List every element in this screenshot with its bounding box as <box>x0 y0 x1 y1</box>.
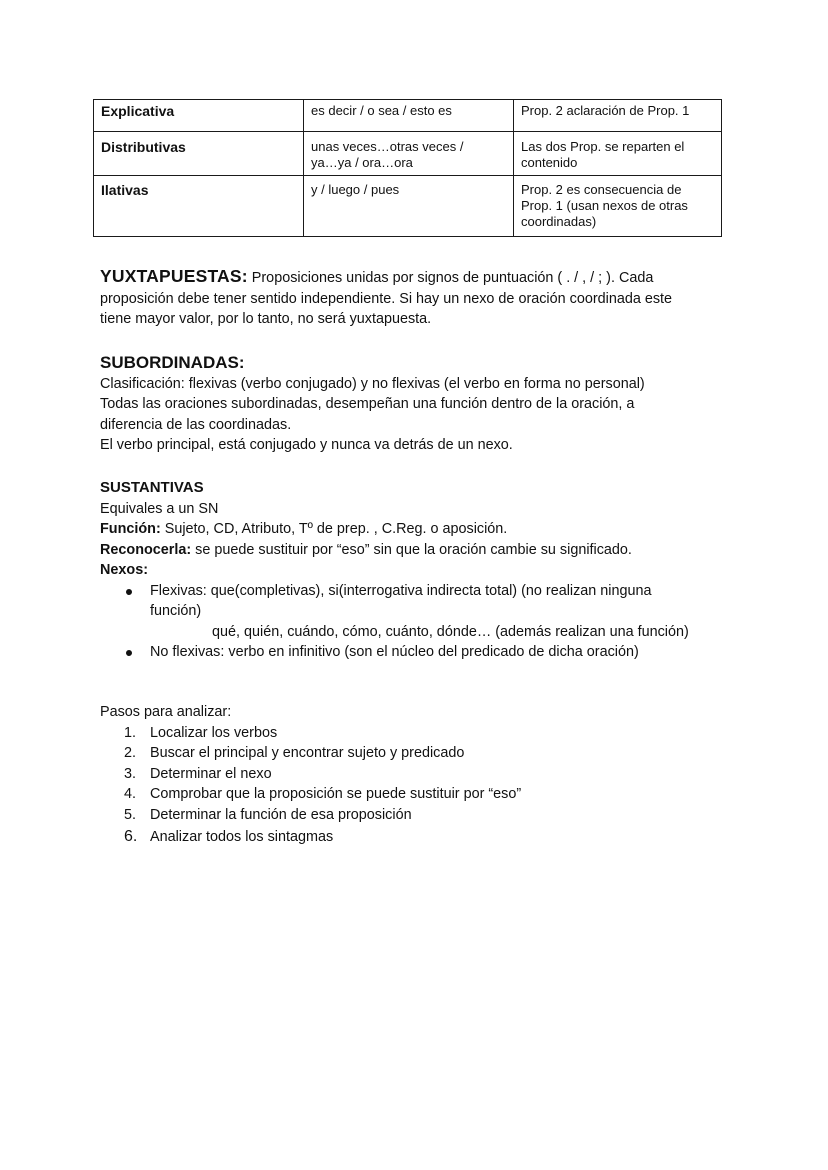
pasos-list <box>100 723 740 848</box>
table-cell-desc: Prop. 2 es consecuencia de Prop. 1 (usan nexos de otras coordinadas) <box>514 176 722 237</box>
list-item: 4. Comprobar que la proposición se puede sustituir por “eso” <box>124 786 522 802</box>
table-row <box>94 176 722 237</box>
reconocer-line: Reconocerla: se puede sustituir por “eso” sin que la oración cambie su significado. <box>100 541 632 558</box>
funcion-line: Función: Sujeto, CD, Atributo, Tº de prep. , C.Reg. o aposición. <box>100 521 508 537</box>
bullet-icon <box>126 589 132 595</box>
paragraph-text: tiene mayor valor, por lo tanto, no será yuxtapuesta. <box>100 311 432 327</box>
table-cell-nexos: es decir / o sea / esto es <box>304 100 514 132</box>
paragraph-text: qué, quién, cuándo, cómo, cuánto, dónde… (además realizan una función) <box>212 623 689 640</box>
table-cell-nexos: unas veces…otras veces / ya…ya / ora…ora <box>304 132 514 176</box>
table-cell-nexos: y / luego / pues <box>304 176 514 237</box>
table-row <box>94 132 722 176</box>
list-item: 2. Buscar el principal y encontrar sujeto y predicado <box>124 745 465 761</box>
list-item: Flexivas: que(completivas), si(interrogativa indirecta total) (no realizan ninguna función) <box>100 581 740 622</box>
paragraph-text: El verbo principal, está conjugado y nunca va detrás de un nexo. <box>100 437 513 453</box>
list-item: 6. Analizar todos los sintagmas <box>124 828 334 845</box>
list-item: 1. Localizar los verbos <box>124 724 278 741</box>
nexos-label: Nexos: <box>100 562 148 578</box>
pasos-section <box>100 702 740 848</box>
list-item: 5. Determinar la función de esa proposición <box>124 806 412 823</box>
paragraph-text: Equivales a un SN <box>100 500 219 517</box>
nexos-list <box>100 581 740 622</box>
paragraph-text: diferencia de las coordinadas. <box>100 416 292 433</box>
paragraph-text: Proposiciones unidas por signos de puntuación ( . / , / ; ). Cada <box>247 270 654 286</box>
paragraph-text: Todas las oraciones subordinadas, desempeñan una función dentro de la oración, a <box>100 396 635 412</box>
list-item: No flexivas: verbo en infinitivo (son el núcleo del predicado de dicha oración) <box>100 642 740 663</box>
table-cell-desc: Prop. 2 aclaración de Prop. 1 <box>514 100 722 132</box>
paragraph-text: proposición debe tener sentido independiente. Si hay un nexo de oración coordinada este <box>100 290 673 307</box>
list-item: 3. Determinar el nexo <box>124 765 272 782</box>
coordinadas-table <box>93 99 722 237</box>
section-heading: SUBORDINADAS: <box>100 353 245 372</box>
section-heading: SUSTANTIVAS <box>100 479 204 496</box>
table-cell-desc: Las dos Prop. se reparten el contenido <box>514 132 722 176</box>
table-cell-type: Ilativas <box>94 176 304 237</box>
table-row <box>94 100 722 132</box>
table-cell-type: Explicativa <box>94 100 304 132</box>
nexos-list <box>100 642 740 663</box>
label: Función: <box>100 521 161 537</box>
sustantivas-section <box>100 478 740 663</box>
section-heading: YUXTAPUESTAS: <box>100 266 248 286</box>
section-title: Pasos para analizar: <box>100 704 232 720</box>
subordinadas-section <box>100 353 740 456</box>
yuxtapuestas-section <box>100 266 740 330</box>
table-cell-type: Distributivas <box>94 132 304 176</box>
paragraph-text: Clasificación: flexivas (verbo conjugado) y no flexivas (el verbo en forma no personal) <box>100 375 645 392</box>
label: Reconocerla: <box>100 541 192 558</box>
bullet-icon <box>126 650 132 656</box>
